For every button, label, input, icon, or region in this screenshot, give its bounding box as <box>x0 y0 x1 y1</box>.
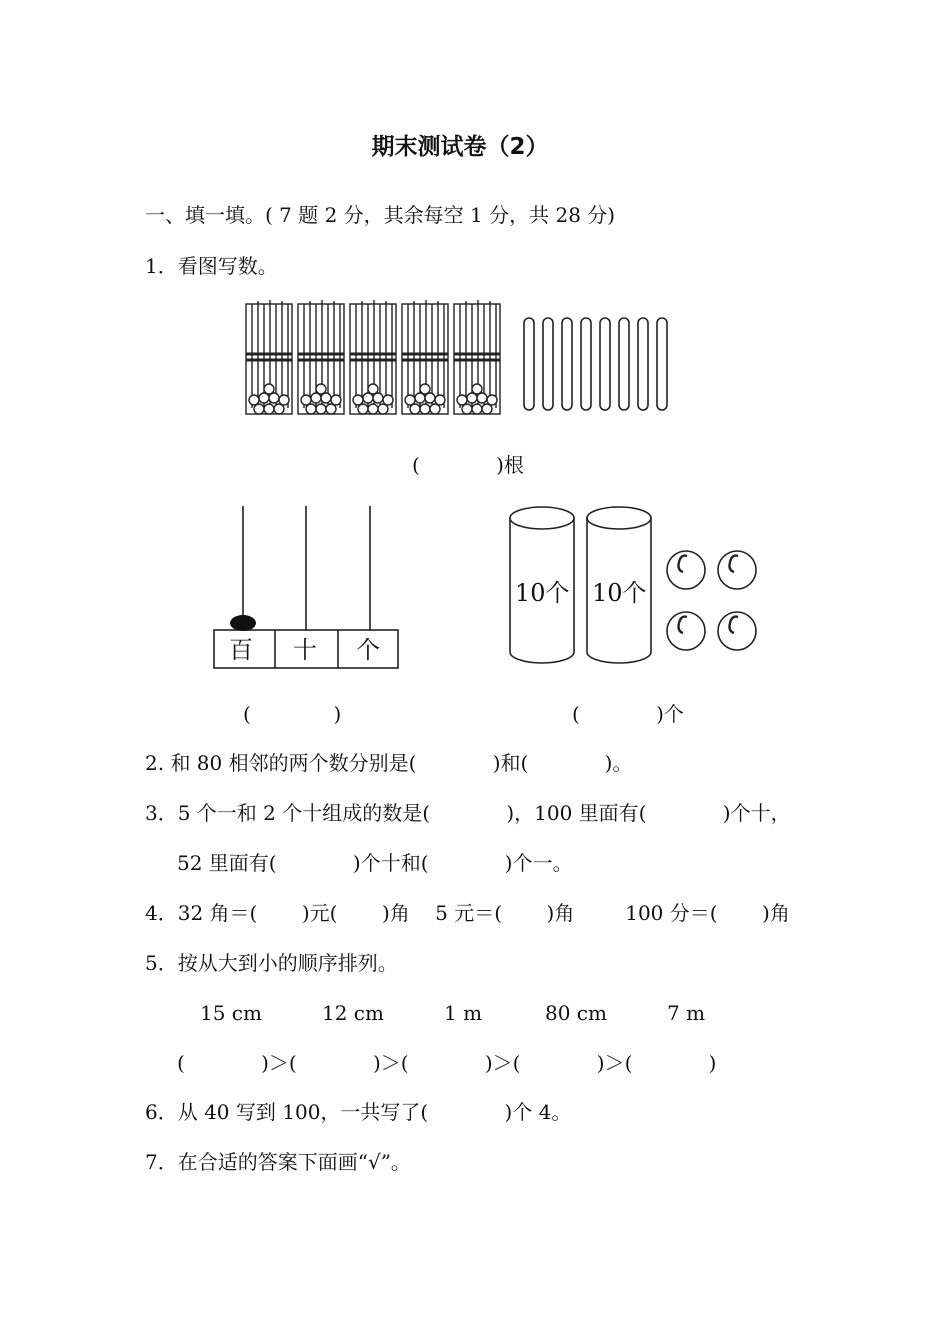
sticks-figure <box>240 296 700 426</box>
length-item: 12 cm <box>322 1001 384 1025</box>
bundle-of-ten <box>298 300 344 414</box>
sticks-answer-blank: ( )根 <box>412 453 524 477</box>
question-6-text: 6．从 40 写到 100，一共写了( )个 4。 <box>145 1100 572 1124</box>
question-2-text: 2. 和 80 相邻的两个数分别是( )和( )。 <box>145 751 633 775</box>
question-3-line1: 3．5 个一和 2 个十组成的数是( )，100 里面有( )个十， <box>145 801 791 825</box>
abacus-answer-blank: ( ) <box>243 702 342 726</box>
length-item: 1 m <box>444 1001 483 1025</box>
abacus-label-ones: 个 <box>356 636 380 664</box>
bundle-of-ten <box>246 300 292 414</box>
bundle-of-ten <box>454 300 500 414</box>
section-heading: 一、填一填。( 7 题 2 分，其余每空 1 分，共 28 分) <box>145 203 616 227</box>
cup-label-1: 10个 <box>515 579 570 607</box>
question-7-text: 7．在合适的答案下面画“√”。 <box>145 1150 411 1174</box>
cups-answer-blank: ( )个 <box>572 702 684 726</box>
length-item: 7 m <box>667 1001 706 1025</box>
abacus-label-hundreds: 百 <box>229 636 253 664</box>
question-4-text: 4．32 角＝( )元( )角 5 元＝( )角 100 分＝( )角 <box>145 901 790 925</box>
bundle-of-ten <box>350 300 396 414</box>
ordering-blanks: ( )＞( )＞( )＞( )＞( ) <box>177 1051 717 1075</box>
abacus-bead <box>230 615 256 631</box>
bundle-of-ten <box>402 300 448 414</box>
length-item: 15 cm <box>200 1001 262 1025</box>
page-title: 期末测试卷（2） <box>371 134 549 160</box>
length-item: 80 cm <box>545 1001 607 1025</box>
cup-label-2: 10个 <box>592 579 647 607</box>
question-3-line2: 52 里面有( )个十和( )个一。 <box>177 851 573 875</box>
question-5-text: 5．按从大到小的顺序排列。 <box>145 951 398 975</box>
abacus-label-tens: 十 <box>293 636 317 664</box>
single-sticks <box>524 318 667 410</box>
question-1-text: 1．看图写数。 <box>145 254 278 278</box>
